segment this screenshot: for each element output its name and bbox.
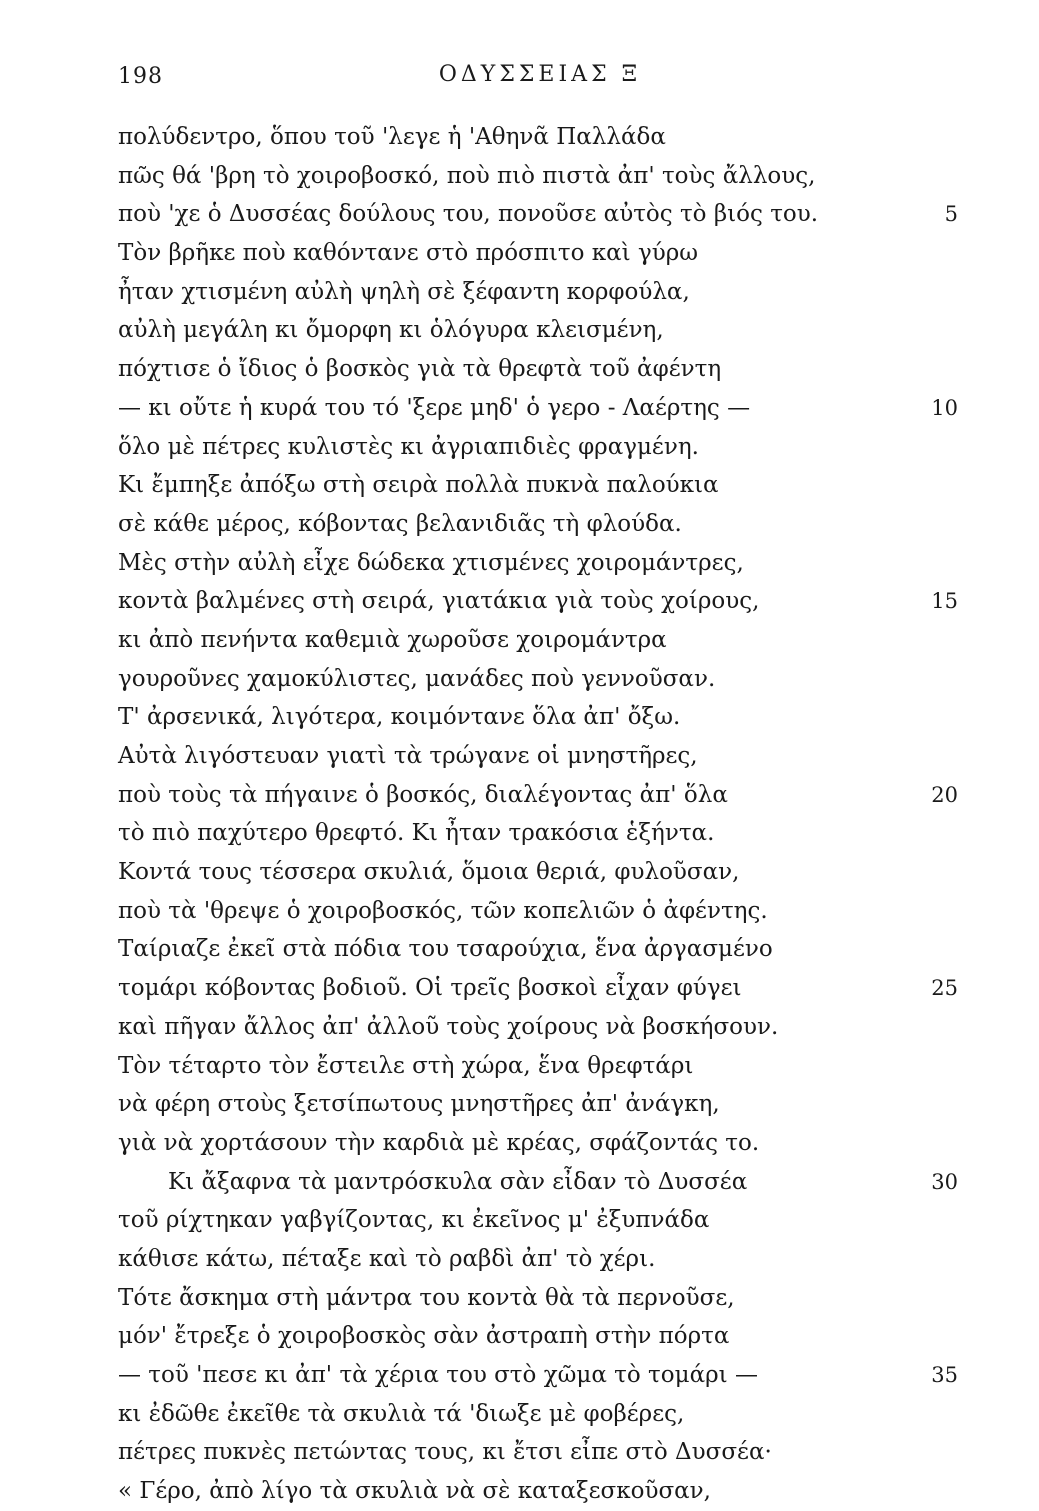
verse-line-text: σὲ κάθε μέρος, κόβοντας βελανιδιᾶς τὴ φλούδα. [118, 510, 682, 537]
verse-line [118, 582, 958, 621]
verse-line-text: κοντὰ βαλμένες στὴ σειρά, γιατάκια γιὰ τοὺς χοίρους, [118, 588, 760, 615]
page-number: 198 [118, 64, 163, 89]
verse-line [118, 1163, 958, 1202]
verse-line [118, 118, 898, 157]
line-number: 30 [931, 1169, 958, 1194]
verse-line [118, 195, 958, 234]
verse-line [118, 1240, 898, 1279]
verse-line-text: Τὸν τέταρτο τὸν ἔστειλε στὴ χώρα, ἕνα θρεφτάρι [118, 1052, 694, 1079]
verse-line-text: κι ἐδῶθε ἐκεῖθε τὰ σκυλιὰ τά 'διωξε μὲ φοβέρες, [118, 1400, 685, 1427]
verse-line-text: κι ἀπὸ πενήντα καθεμιὰ χωροῦσε χοιρομάντρα [118, 626, 667, 653]
verse-line [118, 311, 898, 350]
verse-line-text: μόν' ἔτρεξε ὁ χοιροβοσκὸς σὰν ἀστραπὴ στὴν πόρτα [118, 1323, 730, 1350]
page-header [0, 58, 1039, 98]
verse-line-text: Τ' ἀρσενικά, λιγότερα, κοιμόντανε ὅλα ἀπ' ὄξω. [118, 704, 681, 731]
verse-line-text: ποὺ 'χε ὁ Δυσσέας δούλους του, πονοῦσε αὐτὸς τὸ βιός του. [118, 201, 819, 228]
verse-line [118, 234, 898, 273]
verse-line-text: πολύδεντρο, ὅπου τοῦ 'λεγε ἡ 'Αθηνᾶ Παλλάδα [118, 124, 666, 150]
verse-line [118, 1124, 898, 1163]
verse-line [118, 814, 898, 853]
verse-line-text: γουροῦνες χαμοκύλιστες, μανάδες ποὺ γεννοῦσαν. [118, 665, 716, 692]
verse-line [118, 892, 898, 931]
verse-line-text: ἦταν χτισμένη αὐλὴ ψηλὴ σὲ ξέφαντη κορφούλα, [118, 278, 690, 305]
verse-line [118, 1047, 898, 1086]
verse-line-text: — τοῦ 'πεσε κι ἀπ' τὰ χέρια του στὸ χῶμα τὸ τομάρι — [118, 1362, 758, 1388]
verse-line-text: πόχτισε ὁ ἴδιος ὁ βοσκὸς γιὰ τὰ θρεφτὰ τοῦ ἀφέντη [118, 356, 722, 383]
verse-line [118, 1201, 898, 1240]
verse-line [118, 157, 898, 196]
verse-line [118, 350, 898, 389]
verse-line-text: κάθισε κάτω, πέταξε καὶ τὸ ραβδὶ ἀπ' τὸ χέρι. [118, 1245, 656, 1272]
verse-text [118, 118, 958, 1511]
verse-line [118, 273, 898, 312]
verse-line-text: Τότε ἄσκημα στὴ μάντρα του κοντὰ θὰ τὰ περνοῦσε, [118, 1284, 735, 1311]
verse-line-text: ποὺ τὰ 'θρεψε ὁ χοιροβοσκός, τῶν κοπελιῶν ὁ ἀφέντης. [118, 897, 768, 924]
verse-line [118, 776, 958, 815]
verse-line [118, 505, 898, 544]
verse-line [118, 1279, 898, 1318]
verse-line-text: ὅλο μὲ πέτρες κυλιστὲς κι ἀγριαπιδιὲς φραγμένη. [118, 433, 699, 460]
verse-line [118, 969, 958, 1008]
verse-line-text: Αὐτὰ λιγόστευαν γιατὶ τὰ τρώγανε οἱ μνηστῆρες, [118, 743, 698, 769]
verse-line-text: τοῦ ρίχτηκαν γαβγίζοντας, κι ἐκεῖνος μ' ἐξυπνάδα [118, 1207, 710, 1234]
verse-line-text: νὰ φέρη στοὺς ξετσίπωτους μνηστῆρες ἀπ' ἀνάγκη, [118, 1091, 720, 1118]
verse-line [118, 930, 898, 969]
verse-line [118, 660, 898, 699]
verse-line [118, 466, 898, 505]
line-number: 35 [931, 1363, 958, 1387]
verse-line [118, 1085, 898, 1124]
verse-line-text: — κι οὔτε ἡ κυρά του τό 'ξερε μηδ' ὁ γερο - Λαέρτης — [118, 394, 751, 421]
verse-line [118, 1395, 898, 1434]
verse-line-text: τομάρι κόβοντας βοδιοῦ. Οἱ τρεῖς βοσκοὶ εἶχαν φύγει [118, 975, 742, 1002]
verse-line-text: Κοντά τους τέσσερα σκυλιά, ὅμοια θεριά, φυλοῦσαν, [118, 859, 740, 886]
line-number: 10 [931, 395, 958, 420]
verse-line-text: πῶς θά 'βρη τὸ χοιροβοσκό, ποὺ πιὸ πιστὰ ἀπ' τοὺς ἄλλους, [118, 162, 816, 189]
verse-line [118, 1433, 898, 1472]
verse-line-text: γιὰ νὰ χορτάσουν τὴν καρδιὰ μὲ κρέας, σφάζοντάς το. [118, 1129, 760, 1156]
verse-line [118, 389, 958, 428]
verse-line-text: ποὺ τοὺς τὰ πήγαινε ὁ βοσκός, διαλέγοντας ἀπ' ὅλα [118, 781, 728, 808]
line-number: 20 [931, 782, 958, 807]
verse-line-text: « Γέρο, ἀπὸ λίγο τὰ σκυλιὰ νὰ σὲ καταξεσκοῦσαν, [118, 1478, 711, 1505]
verse-line [118, 544, 898, 583]
verse-line-text: τὸ πιὸ παχύτερο θρεφτό. Κι ἦταν τρακόσια ἑξήντα. [118, 820, 715, 847]
verse-line-text: πέτρες πυκνὲς πετώντας τους, κι ἔτσι εἶπε στὸ Δυσσέα· [118, 1439, 772, 1466]
verse-line-text: Ταίριαζε ἐκεῖ στὰ πόδια του τσαρούχια, ἕνα ἀργασμένο [118, 936, 773, 963]
verse-line [118, 621, 898, 660]
verse-line-text: Κι ἄξαφνα τὰ μαντρόσκυλα σὰν εἶδαν τὸ Δυσσέα [168, 1168, 748, 1195]
verse-line [118, 737, 898, 776]
verse-line [118, 428, 898, 467]
running-head: ΟΔΥΣΣΕΙΑΣ Ξ [438, 62, 642, 87]
line-number: 5 [944, 202, 958, 227]
verse-line-text: Κι ἔμπηξε ἀπόξω στὴ σειρὰ πολλὰ πυκνὰ παλούκια [118, 472, 719, 499]
verse-line [118, 1356, 958, 1395]
line-number: 15 [931, 589, 958, 614]
verse-line [118, 853, 898, 892]
verse-line [118, 1008, 898, 1047]
verse-line [118, 698, 898, 737]
verse-line [118, 1472, 898, 1511]
verse-line [118, 1317, 898, 1356]
verse-line-text: καὶ πῆγαν ἄλλος ἀπ' ἀλλοῦ τοὺς χοίρους νὰ βοσκήσουν. [118, 1013, 779, 1040]
line-number: 25 [931, 976, 958, 1001]
verse-line-text: Τὸν βρῆκε ποὺ καθόντανε στὸ πρόσπιτο καὶ γύρω [118, 240, 699, 267]
verse-line-text: αὐλὴ μεγάλη κι ὄμορφη κι ὁλόγυρα κλεισμένη, [118, 317, 664, 344]
verse-line-text: Μὲς στὴν αὐλὴ εἶχε δώδεκα χτισμένες χοιρομάντρες, [118, 549, 744, 576]
